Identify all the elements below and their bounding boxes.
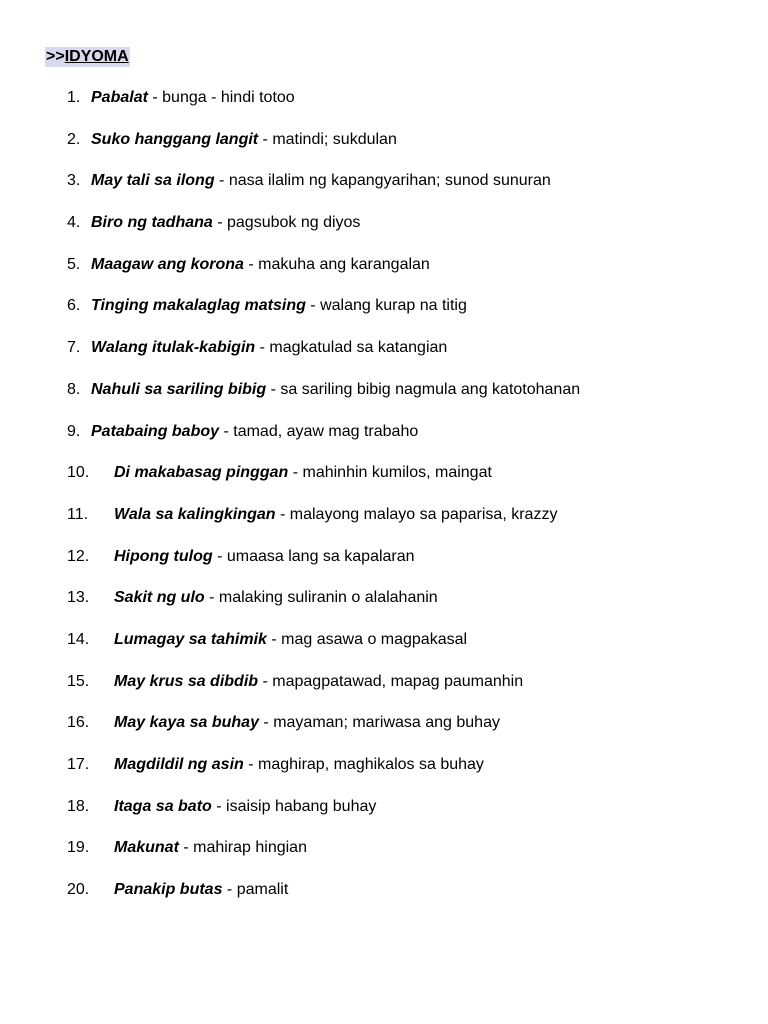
idiom-term: Hipong tulog (114, 547, 213, 565)
list-item (0, 130, 768, 172)
idiom-term: Maagaw ang korona (91, 255, 244, 273)
term-separator: - (212, 547, 227, 565)
idiom-term: Pabalat (91, 89, 148, 106)
idiom-term: Magdildil ng asin (114, 756, 244, 773)
term-separator: - (222, 881, 237, 899)
item-entry (114, 547, 415, 567)
idiom-meaning: mag asawa o magpakasal (281, 630, 468, 648)
idiom-term: Biro ng tadhana (91, 214, 213, 232)
list-item (0, 422, 768, 464)
item-entry (114, 838, 307, 858)
term-separator: - (266, 380, 281, 398)
item-number: 4. (67, 214, 81, 232)
term-separator: - (305, 297, 321, 315)
idiom-meaning: nasa ilalim ng kapangyarihan; sunod sunuran (228, 172, 551, 190)
list-item (0, 630, 768, 672)
item-entry (114, 505, 557, 525)
list-item (0, 171, 768, 213)
item-number: 3. (67, 172, 81, 190)
idiom-term: May kaya sa buhay (114, 714, 259, 732)
item-entry (114, 672, 523, 692)
idiom-term: Walang itulak-kabigin (91, 339, 256, 357)
item-entry (91, 380, 580, 400)
idiom-meaning: malaking suliranin o alalahanin (218, 589, 438, 607)
item-number: 11. (67, 505, 89, 523)
item-number: 12. (67, 547, 90, 565)
idiom-meaning: walang kurap na titig (320, 297, 467, 315)
item-entry (91, 171, 551, 191)
idiom-term: Sakit ng ulo (114, 589, 205, 607)
item-number: 5. (67, 255, 81, 273)
term-separator: - (258, 130, 273, 148)
idiom-meaning: umaasa lang sa kapalaran (226, 547, 415, 565)
item-entry (91, 338, 447, 358)
idiom-term: May tali sa ilong (91, 172, 215, 190)
list-item (0, 755, 768, 797)
list-item (0, 713, 768, 755)
idiom-term: Lumagay sa tahimik (114, 630, 267, 648)
list-item (0, 588, 768, 630)
idiom-term: Panakip butas (114, 881, 223, 899)
list-item (0, 838, 768, 880)
item-number: 13. (67, 589, 90, 607)
idiom-meaning: pamalit (236, 881, 289, 899)
term-separator: - (212, 214, 227, 232)
item-entry (91, 130, 397, 150)
idiom-term: Wala sa kalingkingan (114, 505, 276, 523)
item-entry (114, 630, 467, 650)
idiom-meaning: matindi; sukdulan (272, 130, 397, 148)
idiom-meaning: isaisip habang buhay (226, 797, 377, 815)
item-entry (91, 255, 430, 275)
list-item (0, 672, 768, 714)
item-number: 7. (67, 339, 81, 357)
item-number: 14. (67, 630, 90, 648)
idiom-term: Nahuli sa sariling bibig (91, 380, 267, 398)
term-separator: - (214, 172, 229, 190)
idiom-meaning: mayaman; mariwasa ang buhay (273, 714, 500, 732)
list-item (0, 380, 768, 422)
idiom-term: Itaga sa bato (114, 797, 212, 815)
list-item (0, 505, 768, 547)
heading-prefix: >> (46, 48, 65, 65)
idiom-meaning: bunga - hindi totoo (162, 89, 295, 106)
item-entry (114, 463, 492, 483)
idiom-meaning: mapagpatawad, mapag paumanhin (272, 672, 524, 690)
idiom-meaning: mahinhin kumilos, maingat (302, 464, 492, 482)
item-number: 18. (67, 797, 90, 815)
item-number: 9. (67, 422, 81, 440)
document-heading (45, 47, 130, 67)
item-entry (114, 755, 484, 775)
item-entry (114, 713, 500, 733)
idiom-meaning: makuha ang karangalan (258, 255, 430, 273)
list-item (0, 463, 768, 505)
list-item (0, 880, 768, 922)
item-entry (114, 797, 376, 817)
list-item (0, 296, 768, 338)
list-item (0, 547, 768, 589)
term-separator: - (266, 630, 282, 648)
idiom-meaning: pagsubok ng diyos (227, 214, 361, 232)
list-item (0, 338, 768, 380)
idiom-meaning: sa sariling bibig nagmula ang katotohanan (280, 380, 581, 398)
item-number: 1. (67, 89, 81, 106)
term-separator: - (211, 797, 227, 815)
term-separator: - (288, 464, 303, 482)
item-entry (91, 213, 360, 233)
idiom-meaning: maghirap, maghikalos sa buhay (258, 756, 484, 773)
idiom-meaning: magkatulad sa katangian (269, 339, 448, 357)
item-number: 6. (67, 297, 81, 315)
list-item (0, 88, 768, 130)
item-number: 8. (67, 380, 81, 398)
term-separator: - (258, 714, 274, 732)
item-entry (114, 588, 438, 608)
item-number: 16. (67, 714, 90, 732)
item-number: 17. (67, 756, 90, 773)
term-separator: - (219, 422, 234, 440)
item-number: 10. (67, 464, 90, 482)
item-entry (114, 880, 288, 900)
item-number: 15. (67, 672, 90, 690)
idiom-meaning: mahirap hingian (193, 839, 307, 857)
term-separator: - (243, 756, 258, 773)
idiom-term: Makunat (114, 839, 179, 857)
list-item (0, 255, 768, 297)
item-number: 2. (67, 130, 81, 148)
idiom-meaning: tamad, ayaw mag trabaho (233, 422, 419, 440)
term-separator: - (178, 839, 194, 857)
term-separator: - (147, 89, 163, 106)
item-entry (91, 422, 418, 442)
term-separator: - (204, 589, 219, 607)
item-number: 19. (67, 839, 90, 857)
idiom-term: Di makabasag pinggan (114, 464, 289, 482)
item-entry (91, 88, 295, 108)
heading-title: IDYOMA (64, 48, 129, 65)
term-separator: - (275, 505, 290, 523)
item-number: 20. (67, 881, 90, 899)
term-separator: - (255, 339, 270, 357)
term-separator: - (243, 255, 259, 273)
idiom-meaning: malayong malayo sa paparisa, krazzy (289, 505, 558, 523)
idiom-term: Patabaing baboy (91, 422, 220, 440)
list-item (0, 213, 768, 255)
idiom-term: Tinging makalaglag matsing (91, 297, 306, 315)
item-entry (91, 296, 467, 316)
idiom-term: Suko hanggang langit (91, 130, 259, 148)
term-separator: - (258, 672, 273, 690)
idiom-term: May krus sa dibdib (114, 672, 259, 690)
list-item (0, 797, 768, 839)
idiom-list (0, 88, 768, 922)
